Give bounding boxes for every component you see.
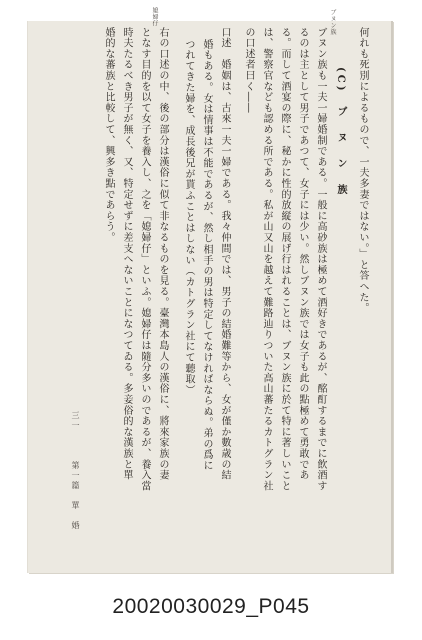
text-line-7: の口述者曰く―― bbox=[243, 27, 254, 114]
text-line-5: る。而して酒宴の際に、秘かに性的放縦の展げ行はれることは、ブヌン族に於て特に著しいこと bbox=[279, 27, 290, 492]
text-line-10: つれてきた婦を、成長後兄が貰ふことはしない（カトグラン社にて聽取） bbox=[183, 39, 194, 396]
text-line-9: 婚もある。女は情事は不能であるが、然し相手の男は特定してなければならぬ。弟の爲に bbox=[201, 39, 212, 471]
section-heading-c: (C) ブ ヌ ン 族 bbox=[335, 67, 346, 198]
text-line-13: 時夫たるべき男子が無く、又、特定せずに差支へないことになつてゐる。多妾俗的な漢族と單 bbox=[121, 27, 132, 481]
margin-note-bunun: ブヌン族 bbox=[329, 9, 336, 35]
text-line-14: 婚的な蕃族と比較して、興多き點であらう。 bbox=[103, 27, 114, 243]
text-line-1: 何れも死別によるもので、一夫多妻ではない。」と答へた。 bbox=[357, 27, 368, 314]
text-line-6: は、警察官なども認める所である。私が山又山を越えて難路辿りついた高山蕃たるカトグラン社 bbox=[261, 27, 272, 492]
text-line-12: となす目的を以て女子を養入し、之を「媳婦仔」といふ。媳婦仔は隨分多いのであるが、養入當 bbox=[139, 27, 150, 492]
text-line-8: 口述 婚姻は、古來一夫一婦である。我々仲間では、男子の結婚難等から、女が僅か數歳の結 bbox=[219, 27, 230, 481]
running-head: 第一篇 單 婚 bbox=[71, 461, 80, 531]
image-id-label: 20020030029_P045 bbox=[112, 595, 310, 618]
book-page bbox=[28, 7, 393, 573]
page-number: 三一 bbox=[71, 411, 80, 431]
text-line-11: 右の口述の中、後の部分は漢俗に似て非なるものを見る。臺灣本島人の漢俗に、將來家族の妻 bbox=[157, 27, 168, 481]
margin-note-xifuzai: 媳婦仔 bbox=[151, 7, 158, 27]
text-line-3: ブヌン族も一夫一婦婚制である。一般に高砂族は極めて酒好きであるが、酩酊するまでに飲酒す bbox=[315, 27, 326, 492]
text-line-4: るのは主として男子であつて、女子には少い。然しブヌン族では女子も此の點極めて勇敢であ bbox=[297, 27, 308, 481]
